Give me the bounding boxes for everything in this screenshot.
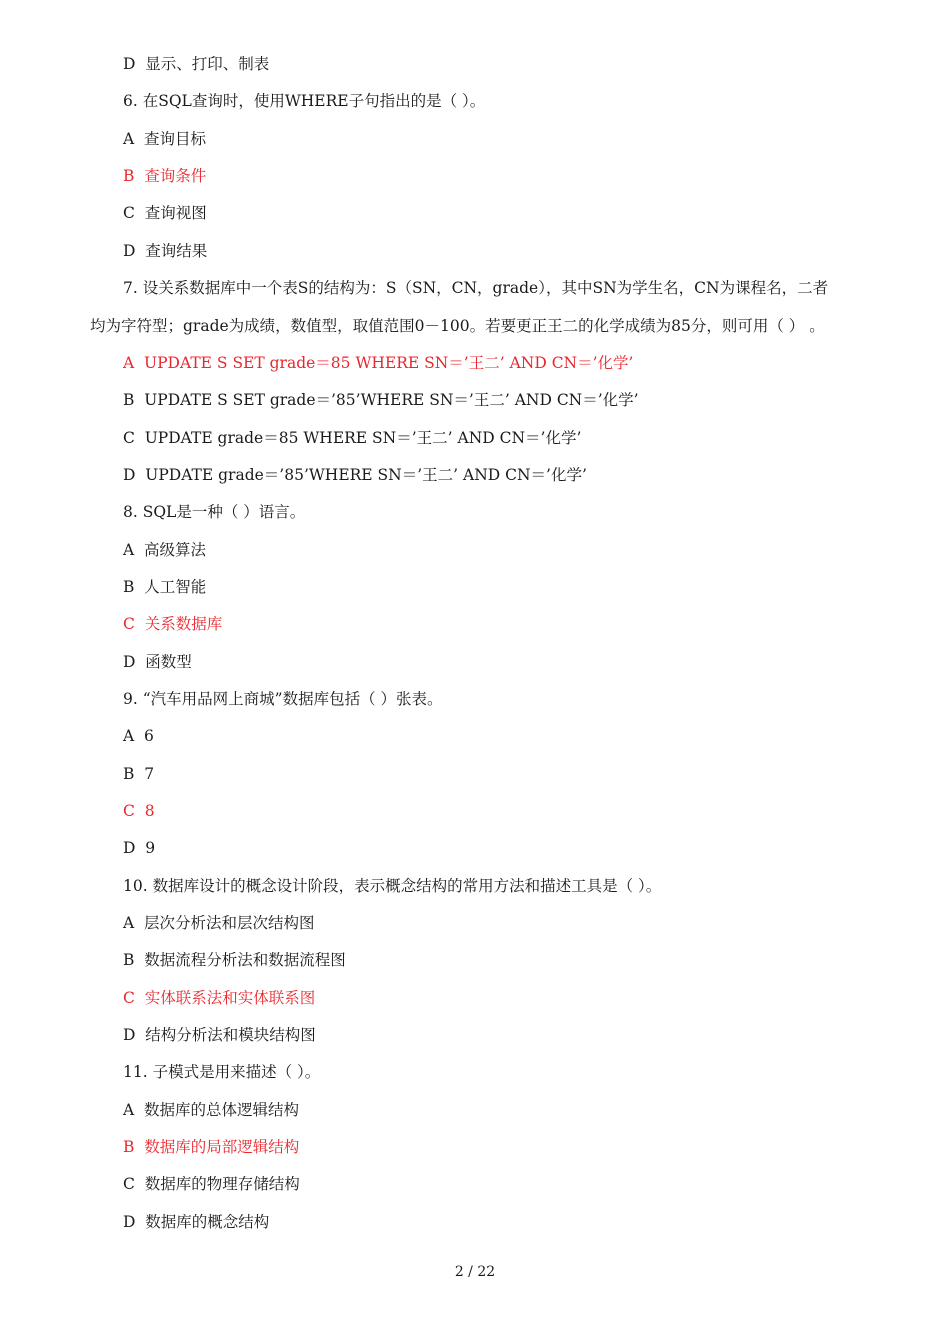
- option-a-q8: A 高级算法: [123, 541, 207, 559]
- option-c-q10-correct: C 实体联系法和实体联系图: [123, 989, 316, 1007]
- option-a-q10: A 层次分析法和层次结构图: [123, 914, 315, 932]
- option-c-q11: C 数据库的物理存储结构: [123, 1175, 300, 1193]
- option-a-q7-correct: A UPDATE S SET grade＝85 WHERE SN＝’王二’ AND CN＝’化学’: [123, 354, 634, 372]
- option-b-q10: B 数据流程分析法和数据流程图: [123, 951, 346, 969]
- question-9: 9. “汽车用品网上商城”数据库包括（ ）张表。: [123, 690, 443, 708]
- option-b-q11-correct: B 数据库的局部逻辑结构: [123, 1138, 300, 1156]
- option-d-q11: D 数据库的概念结构: [123, 1213, 270, 1231]
- question-6: 6. 在SQL查询时，使用WHERE子句指出的是（ ）。: [123, 92, 486, 110]
- question-8: 8. SQL是一种（ ）语言。: [123, 503, 306, 521]
- option-c-q6: C 查询视图: [123, 204, 207, 222]
- question-10: 10. 数据库设计的概念设计阶段，表示概念结构的常用方法和描述工具是（ ）。: [123, 877, 662, 895]
- page-number: 2 / 22: [454, 1264, 496, 1280]
- option-b-q9: B 7: [123, 765, 155, 783]
- option-c-q7: C UPDATE grade＝85 WHERE SN＝’王二’ AND CN＝’化学’: [123, 429, 582, 447]
- question-7-line-1: 7. 设关系数据库中一个表S的结构为：S（SN，CN，grade），其中SN为学生名，CN为课程名，二者: [123, 279, 829, 297]
- option-b-q8: B 人工智能: [123, 578, 207, 596]
- option-d-q10: D 结构分析法和模块结构图: [123, 1026, 316, 1044]
- question-7-line-2: 均为字符型；grade为成绩，数值型，取值范围0－100。若要更正王二的化学成绩为85分，则可用（ ） 。: [90, 317, 825, 335]
- option-d-q9: D 9: [123, 839, 156, 857]
- option-d-q6: D 查询结果: [123, 242, 208, 260]
- option-a-q11: A 数据库的总体逻辑结构: [123, 1101, 300, 1119]
- question-11: 11. 子模式是用来描述（ ）。: [123, 1063, 321, 1081]
- option-b-q7: B UPDATE S SET grade＝’85’WHERE SN＝’王二’ AND CN＝’化学’: [123, 391, 639, 409]
- option-b-q6-correct: B 查询条件: [123, 167, 207, 185]
- option-c-q9-correct: C 8: [123, 802, 155, 820]
- option-a-q6: A 查询目标: [123, 130, 207, 148]
- option-d-q7: D UPDATE grade＝’85’WHERE SN＝’王二’ AND CN＝’化学’: [123, 466, 587, 484]
- option-d-q8: D 函数型: [123, 653, 192, 671]
- option-a-q9: A 6: [123, 727, 154, 745]
- option-d-q5: D 显示、打印、制表: [123, 55, 270, 73]
- option-c-q8-correct: C 关系数据库: [123, 615, 223, 633]
